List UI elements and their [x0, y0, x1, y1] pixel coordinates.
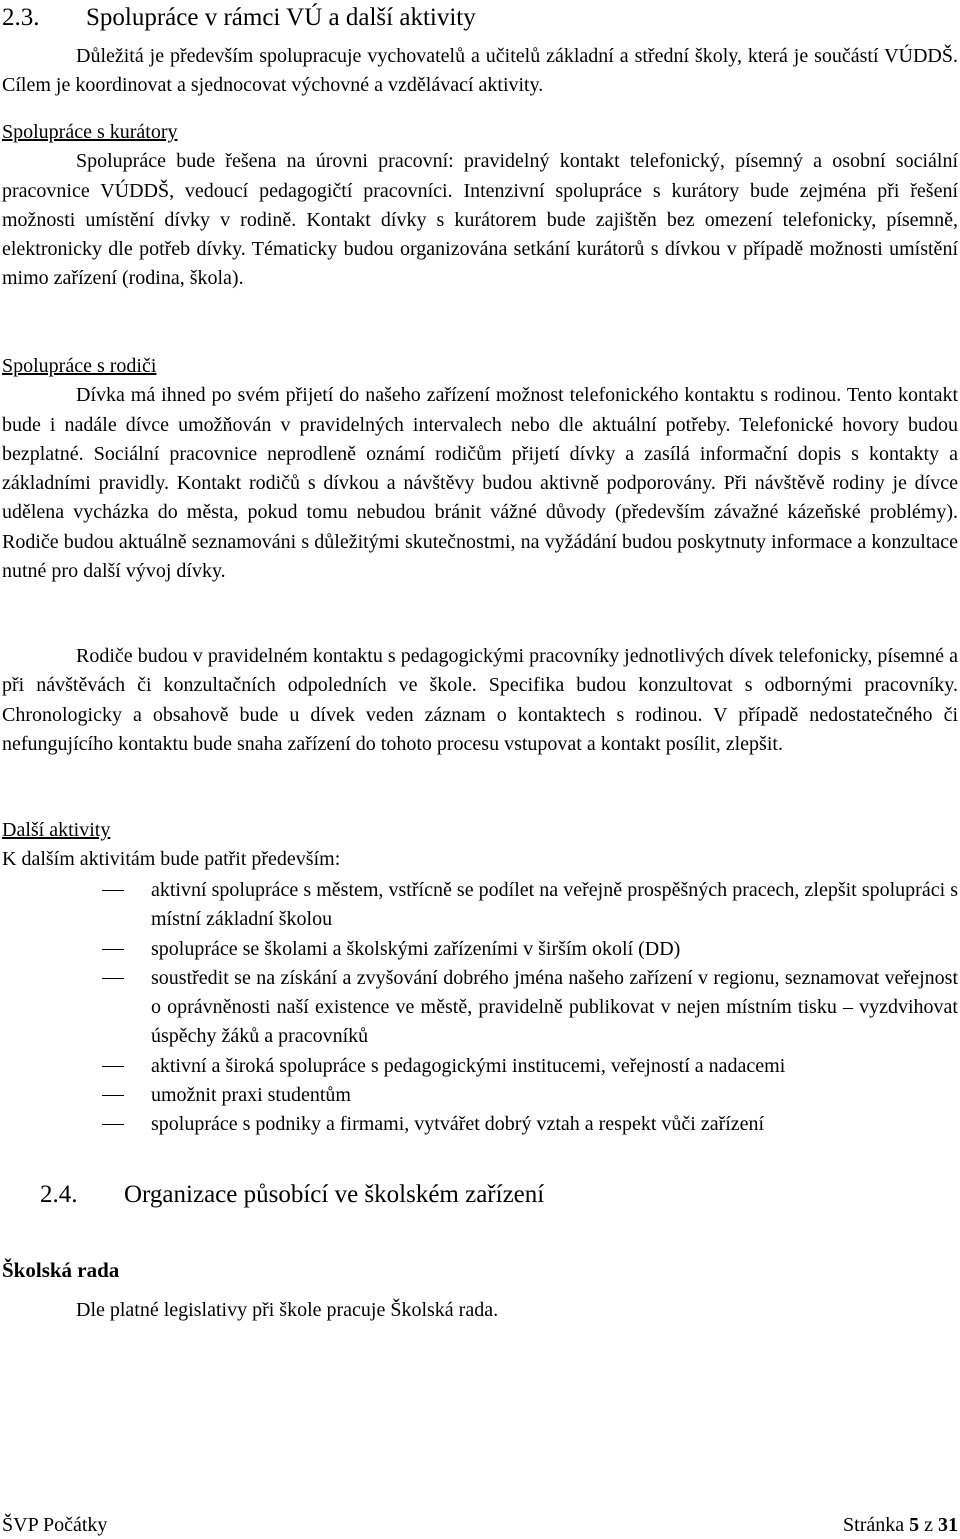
kuratory-paragraph: Spolupráce bude řešena na úrovni pracovní: pravidelný kontakt telefonický, písemný a osobní sociální pracovnice VÚDDŠ, vedoucí pedagogičtí pracovníci. Intenzivní spolupráce s kurátory bude zejména při řešení možnosti umístění dívky v rodině. Kontakt dívky s kurátorem bude zajištěn bez omezení telefonicky, písemně, elektronicky dle potřeb dívky. Tématicky budou organizována setkání kurátorů s dívkou v případě možnosti umístění mimo zařízení (rodina, škola). [2, 150, 958, 290]
dash-bullet-icon [102, 1095, 124, 1096]
skolska-rada-paragraph: Dle platné legislativy při škole pracuje Školská rada. [76, 1299, 499, 1321]
section-heading-2-4 [40, 1180, 544, 1210]
kuratory-section [2, 118, 958, 294]
list-item-text: aktivní a široká spolupráce s pedagogickými institucemi, veřejností a nadacemi [151, 1054, 786, 1077]
list-item [0, 1081, 958, 1110]
dash-bullet-icon [102, 1066, 124, 1067]
list-item-text: aktivní spolupráce s městem, vstřícně se podílet na veřejně prospěšných pracech, zlepšit spolupráci s místní základní školou [151, 879, 958, 931]
dalsi-heading: Další aktivity [2, 819, 111, 841]
section-title: Organizace působící ve školském zařízení [124, 1181, 545, 1208]
list-item-text: spolupráce s podniky a firmami, vytvářet dobrý vztah a respekt vůči zařízení [151, 1113, 765, 1136]
page-total: 31 [938, 1514, 958, 1536]
footer-document-name: ŠVP Počátky [2, 1514, 108, 1536]
section-number: 2.4. [40, 1181, 78, 1208]
dash-bullet-icon [102, 890, 124, 891]
section-heading-2-3 [2, 3, 476, 33]
rodice-paragraph: Rodiče budou v pravidelném kontaktu s pedagogickými pracovníky jednotlivých dívek telefonicky, písemné a při návštěvách či konzultačních odpoledních ve škole. Specifika budou konzultovat s odbornými pracovníky. Chronologicky a obsahově bude u dívek veden záznam o kontaktech s rodinou. V případě nedostatečného či nefungujícího kontaktu bude snaha zařízení do tohoto procesu vstupovat a kontakt posílit, zlepšit. [2, 645, 958, 755]
list-item-text: spolupráce se školami a školskými zařízeními v širším okolí (DD) [151, 937, 681, 960]
rodici-paragraph: Dívka má ihned po svém přijetí do našeho zařízení možnost telefonického kontaktu s rodinou. Tento kontakt bude i nadále dívce umožňován v pravidelných intervalech nebo dle aktuální potřeby. Telefonické hovory budou bezplatné. Sociální pracovnice neprodleně oznámí rodičům přijetí dívky a zasílá informační dopis s kontakty a základními pravidly. Kontakt rodičů s dívkou a návštěvy budou aktivně podporovány. Při návštěvě rodiny je dívce udělena vycházka do města, pokud tomu nebudou bránit vážné důvody (především závažné kázeňské problémy). Rodiče budou aktuálně seznamováni s důležitými skutečnostmi, na vyžádání budou poskytnuty informace a konzultace nutné pro další vývoj dívky. [2, 384, 958, 583]
list-item [0, 935, 958, 964]
list-item-text: soustředit se na získání a zvyšování dobrého jména našeho zařízení v regionu, seznamovat veřejnost o oprávněnosti naší existence ve městě, pravidelně publikovat v nejen místním tisku – vyzdvihovat úspěchy žáků a pracovníků [151, 966, 958, 1048]
list-item [0, 1052, 958, 1081]
footer-page-number [843, 1513, 958, 1537]
dalsi-aktivity-list [0, 876, 958, 1140]
rodici-heading: Spolupráce s rodiči [2, 355, 157, 377]
rodici-section [2, 352, 958, 586]
list-item-text: umožnit praxi studentům [151, 1084, 351, 1107]
dalsi-aktivity-section [2, 816, 958, 875]
section-number: 2.3. [2, 4, 40, 31]
dash-bullet-icon [102, 1124, 124, 1125]
kuratory-heading: Spolupráce s kurátory [2, 121, 178, 143]
list-item [0, 964, 958, 1052]
intro-paragraph: Důležitá je především spolupracuje vychovatelů a učitelů základní a střední školy, která je součástí VÚDDŠ. Cílem je koordinovat a sjednocovat výchovné a vzdělávací aktivity. [2, 45, 958, 97]
dash-bullet-icon [102, 978, 124, 979]
page-current: 5 [909, 1514, 920, 1536]
skolska-rada-heading: Školská rada [2, 1258, 120, 1282]
page-of: z [924, 1514, 933, 1536]
page-label: Stránka [843, 1514, 905, 1536]
list-item [0, 1110, 958, 1139]
dalsi-intro: K dalším aktivitám bude patřit především: [2, 848, 341, 871]
section-title: Spolupráce v rámci VÚ a další aktivity [86, 4, 476, 31]
list-item [0, 876, 958, 935]
dash-bullet-icon [102, 949, 124, 950]
